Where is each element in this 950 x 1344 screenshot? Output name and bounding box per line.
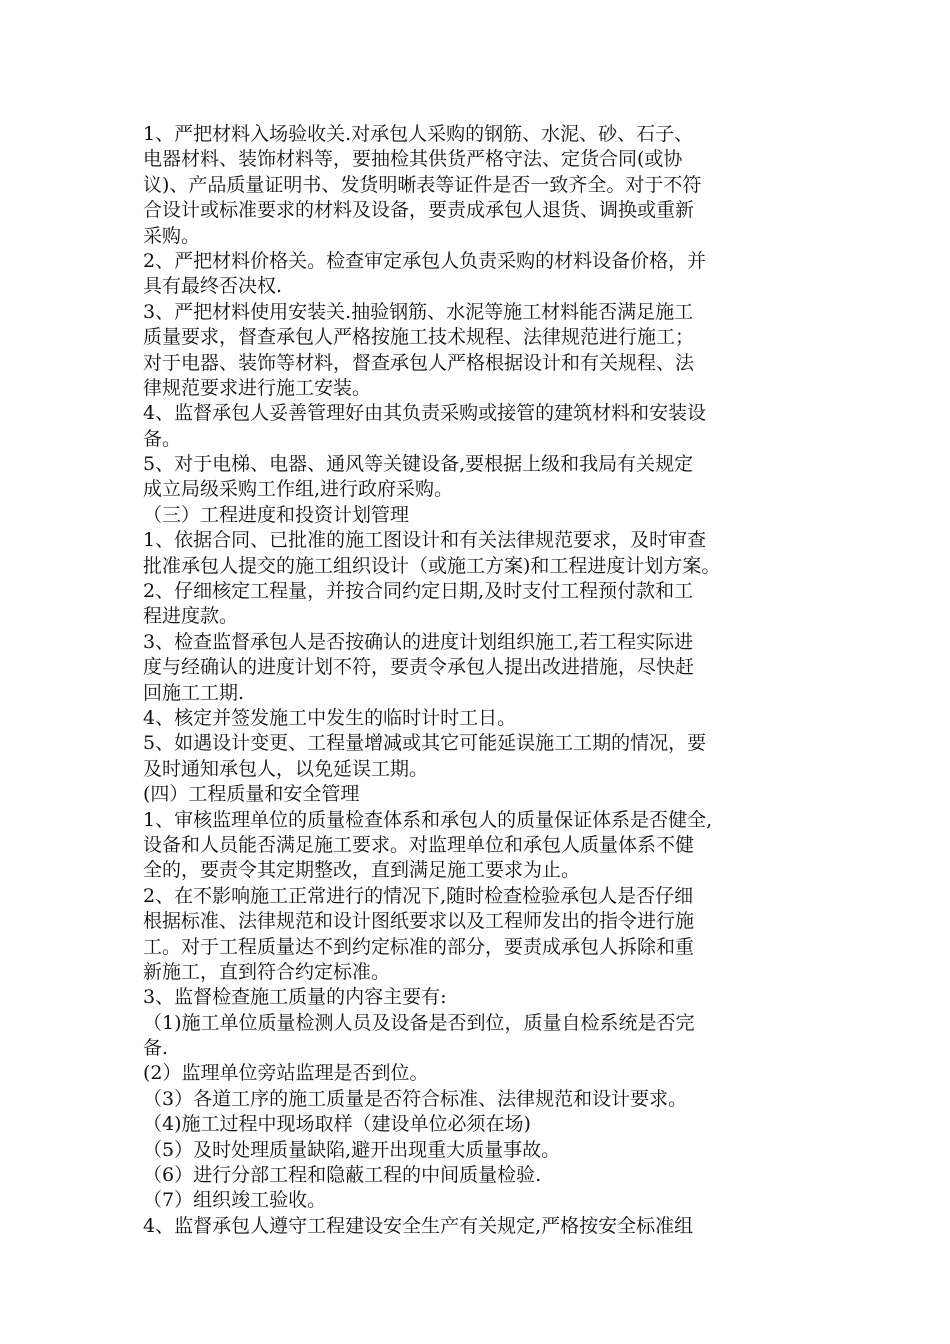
- text-line: 备。: [143, 427, 182, 450]
- text-line: 批准承包人提交的施工组织设计（或施工方案)和工程进度计划方案。: [143, 554, 721, 577]
- text-line: 成立局级采购工作组,进行政府采购。: [143, 478, 454, 501]
- text-line: 5、如遇设计变更、工程量增减或其它可能延误施工工期的情况，要: [143, 732, 707, 755]
- text-line: 回施工工期.: [143, 681, 245, 704]
- text-line: （3）各道工序的施工质量是否符合标准、法律规范和设计要求。: [143, 1087, 688, 1110]
- text-line: （5）及时处理质量缺陷,避开出现重大质量事故。: [143, 1138, 561, 1161]
- text-line: （7）组织竣工验收。: [143, 1189, 327, 1212]
- text-line: 4、监督承包人妥善管理好由其负责采购或接管的建筑材料和安装设: [143, 402, 707, 425]
- text-line: 全的，要责令其定期整改，直到满足施工要求为止。: [143, 859, 581, 882]
- text-line: 根据标准、法律规范和设计图纸要求以及工程师发出的指令进行施: [143, 910, 695, 933]
- text-line: （6）进行分部工程和隐蔽工程的中间质量检验.: [143, 1164, 542, 1187]
- text-line: （1)施工单位质量检测人员及设备是否到位，质量自检系统是否完: [143, 1011, 695, 1034]
- text-line: 采购。: [143, 224, 201, 247]
- text-line: 对于电器、装饰等材料，督查承包人严格根据设计和有关规程、法: [143, 351, 695, 374]
- text-line: 律规范要求进行施工安装。: [143, 376, 372, 399]
- text-line: 度与经确认的进度计划不符，要责令承包人提出改进措施，尽快赶: [143, 656, 695, 679]
- text-line: 1、审核监理单位的质量检查体系和承包人的质量保证体系是否健全,: [143, 808, 713, 831]
- text-line: 备.: [143, 1037, 169, 1060]
- text-line: 议)、产品质量证明书、发货明晰表等证件是否一致齐全。对于不符: [143, 173, 702, 196]
- text-line: 1、严把材料入场验收关.对承包人采购的钢筋、水泥、砂、石子、: [143, 123, 694, 145]
- text-line: 3、严把材料使用安装关.抽验钢筋、水泥等施工材料能否满足施工: [143, 300, 694, 323]
- text-line: 新施工，直到符合约定标准。: [143, 960, 391, 983]
- text-line: 工。对于工程质量达不到约定标准的部分，要责成承包人拆除和重: [143, 935, 695, 958]
- document-body: [143, 122, 823, 1239]
- text-line: 程进度款。: [143, 605, 239, 628]
- text-line: 3、监督检查施工质量的内容主要有:: [143, 986, 447, 1009]
- text-line: 2、仔细核定工程量，并按合同约定日期,及时支付工程预付款和工: [143, 580, 694, 603]
- text-line: （三）工程进度和投资计划管理: [143, 503, 410, 526]
- text-line: 5、对于电梯、电器、通风等关键设备,要根据上级和我局有关规定: [143, 453, 694, 476]
- text-line: 及时通知承包人，以免延误工期。: [143, 757, 429, 780]
- text-line: 具有最终否决权.: [143, 275, 283, 298]
- text-line: 3、检查监督承包人是否按确认的进度计划组织施工,若工程实际进: [143, 630, 694, 653]
- text-line: 质量要求，督查承包人严格按施工技术规程、法律规范进行施工；: [143, 326, 695, 349]
- text-line: 4、核定并签发施工中发生的临时计时工日。: [143, 706, 517, 729]
- text-line: 2、在不影响施工正常进行的情况下,随时检查检验承包人是否仔细: [143, 884, 694, 907]
- text-line: (四）工程质量和安全管理: [143, 783, 360, 806]
- text-line: 合设计或标准要求的材料及设备，要责成承包人退货、调换或重新: [143, 199, 695, 222]
- text-line: 1、依据合同、已批准的施工图设计和有关法律规范要求，及时审查: [143, 529, 707, 552]
- text-line: 电器材料、装饰材料等，要抽检其供货严格守法、定货合同(或协: [143, 148, 683, 171]
- text-line: 4、监督承包人遵守工程建设安全生产有关规定,严格按安全标准组: [143, 1214, 694, 1237]
- text-line: 设备和人员能否满足施工要求。对监理单位和承包人质量体系不健: [143, 833, 695, 856]
- text-line: （4)施工过程中现场取样（建设单位必须在场): [143, 1113, 531, 1136]
- text-line: (2）监理单位旁站监理是否到位。: [143, 1062, 429, 1085]
- text-line: 2、严把材料价格关。检查审定承包人负责采购的材料设备价格，并: [143, 249, 707, 272]
